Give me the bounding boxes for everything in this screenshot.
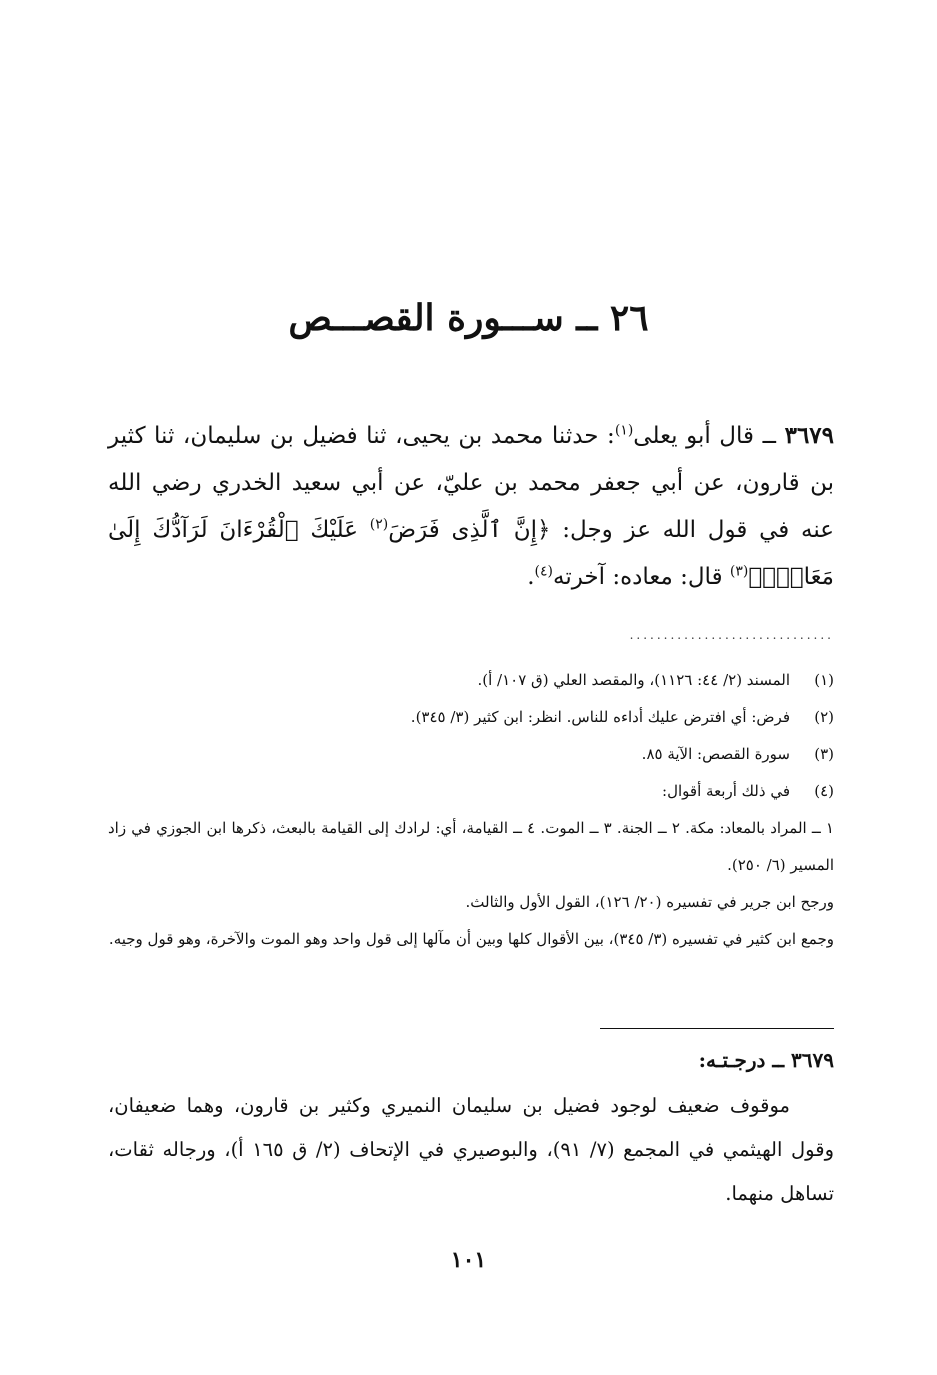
- footnote-4-line-1: ١ ــ المراد بالمعاد: مكة. ٢ ــ الجنة. ٣ ــ الموت. ٤ ــ القيامة، أي: لرادك إلى القيامة بالبعث، ذكرها ابن الجوزي في زاد المسير (٦/ ٢٥٠).: [108, 819, 834, 874]
- footnote-ref-3[interactable]: (٣): [729, 563, 749, 580]
- sura-heading: ٢٦ ــ ســـورة القصـــص: [288, 297, 649, 339]
- footnote-ref-4[interactable]: (٤): [534, 563, 553, 580]
- footnote-number: (٣): [814, 745, 834, 763]
- page-number: ١٠١: [450, 1247, 487, 1273]
- hadith-paragraph: [108, 412, 834, 601]
- footnote-number: (٤): [814, 782, 834, 800]
- grade-divider: [600, 1028, 834, 1029]
- footnote-text: في ذلك أربعة أقوال:: [662, 782, 790, 800]
- quran-verse-part-1: ﴿إِنَّ ٱلَّذِى فَرَضَ: [388, 517, 551, 543]
- hadith-dash: ــ: [762, 423, 777, 449]
- footnote-number: (١): [814, 671, 834, 689]
- footnote-4-line-2: ورجح ابن جرير في تفسيره (٢٠/ ١٢٦)، القول الأول والثالث.: [465, 893, 834, 911]
- footnote-4-line-3: وجمع ابن كثير في تفسيره (٣/ ٣٤٥)، بين الأقوال كلها وبين أن مآلها إلى قول واحد وهو الموت والآخرة، وهو قول وجيه.: [108, 930, 834, 948]
- hadith-text-1: : حدثنا محمد بن يحيى، ثنا فضيل بن سليمان، ثنا كثير بن قارون، عن أبي جعفر محمد بن عليّ، عن أبي سعيد الخدري رضي الله عنه في قول الله عز وجل:: [108, 423, 835, 543]
- hadith-intro: قال أبو يعلى: [633, 423, 755, 449]
- footnote-3: [108, 736, 834, 773]
- grade-text: موقوف ضعيف لوجود فضيل بن سليمان النميري وكثير بن قارون، وهما ضعيفان، وقول الهيثمي في المجمع (٧/ ٩١)، والبوصيري في الإتحاف (٢/ ق ١٦٥ أ)، ورجاله ثقات، تساهل منهما.: [108, 1094, 834, 1205]
- hadith-text-2: قال: معاده: آخرته: [552, 564, 723, 590]
- footnote-1: [108, 662, 834, 699]
- quran-verse-part-2: عَلَيْكَ ٱلْقُرْءَانَ لَرَآدُّكَ إِلَىٰ مَعَادٍۚ﴾: [108, 517, 834, 590]
- footnote-number: (٢): [814, 708, 834, 726]
- footnote-ref-1[interactable]: (١): [614, 422, 634, 439]
- footnote-ref-2[interactable]: (٢): [369, 516, 389, 533]
- footnote-text: المسند (٢/ ٤٤: ١١٢٦)، والمقصد العلي (ق ١٠٧/ أ).: [477, 671, 790, 689]
- footnote-text: فرض: أي افترض عليك أداءه للناس. انظر: ابن كثير (٣/ ٣٤٥).: [410, 708, 790, 726]
- grade-paragraph: [108, 1084, 834, 1216]
- footnote-text: سورة القصص: الآية ٨٥.: [641, 745, 790, 763]
- hadith-number: ٣٦٧٩: [784, 422, 835, 449]
- hadith-end: .: [527, 564, 535, 590]
- footnotes-section: [108, 662, 834, 958]
- footnote-4: [108, 773, 834, 810]
- footnote-2: [108, 699, 834, 736]
- footnote-separator: ..............................: [629, 628, 834, 642]
- grade-heading: ٣٦٧٩ ــ درجـتـه:: [698, 1048, 834, 1072]
